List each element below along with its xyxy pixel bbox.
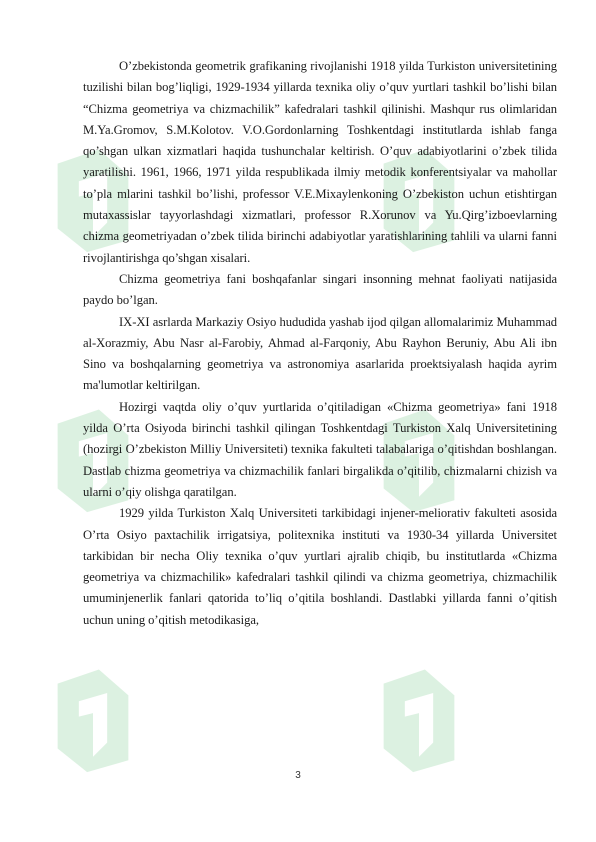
paragraph: 1929 yilda Turkiston Xalq Universiteti tarkibidagi injener-meliorativ fakulteti asosida O’rta Osiyo paxtachilik irrigatsiya, politexnika instituti va 1930-34 yillarda Universitet tarkibidan bir necha Oliy texnika o’quv yurtlari ajralib chiqib, bu institutlarda «Chizma geometriya va chizmachilik» kafedralari tashkil qilindi va chizma geometriya, chizmachilik umuminjenerlik fanlari qatorida to’liq o’qitila boshlandi. Dastlabki yillarda fanni o’qitish uchun uning o’qitish metodikasiga, [83,506,557,627]
book-logo-icon [34,660,152,778]
book-logo-icon [360,660,478,778]
paragraph: Chizma geometriya fani boshqafanlar singari insonning mehnat faoliyati natijasida paydo bo’lgan. [83,271,557,308]
paragraph: O’zbekistonda geometrik grafikaning rivojlanishi 1918 yilda Turkiston universitetining tuzilishi bilan bog’liqligi, 1929-1934 yillarda texnika oliy o’quv yurtlari tashkil bo’lishi bilan “Chizma geometriya va chizmachilik” kafedralari tashkil qilinishi. Mashqur rus olimlaridan M.Ya.Gromov, S.M.Kolotov. V.O.Gordonlarning Toshkentdagi institutlarda ishlab fanga qo’shgan ulkan xizmatlari haqida tushunchalar keltirish. O’quv adabiyotlarini o’zbek tilida yaratilishi. 1961, 1966, 1971 yilda respublikada ilmiy metodik konferentsiyalar va mahollar to’pla mlarini tashkil bo’lishi, professor V.E.Mixaylenkoning O’zbekiston uchun etishtirgan mutaxassislar tayyorlashdagi xizmatlari, professor R.Xorunov va Yu.Qirg’izboevlarning chizma geometriyadan o’zbek tilida birinchi adabiyotlar yaratishlarining tahlili va ularni fanni rivojlantirishga qo’shgan xisalari. [83,59,557,265]
document-body [83,56,557,631]
paragraph: Hozirgi vaqtda oliy o’quv yurtlarida o’qitiladigan «Chizma geometriya» fani 1918 yilda O’rta Osiyoda birinchi tashkil qilingan Toshkentdagi Turkiston Xalq Universitetining (hozirgi O’zbekiston Milliy Universiteti) texnika fakulteti talabalariga o’qitishdan boshlangan. Dastlab chizma geometriya va chizmachilik fanlari birgalikda o’qitilib, chizmalarni chizish va ularni o’qiy olishga qaratilgan. [83,399,557,499]
page-number: 3 [295,770,301,781]
paragraph: IX-XI asrlarda Markaziy Osiyo hududida yashab ijod qilgan allomalarimiz Muhammad al-Xorazmiy, Abu Nasr al-Farobiy, Ahmad al-Farqoniy, Abu Rayhon Beruniy, Abu Ali ibn Sino va boshqalarning geometriya va astronomiya asarlarida proektsiyalash haqida ayrim ma'lumotlar keltirilgan. [83,314,557,393]
